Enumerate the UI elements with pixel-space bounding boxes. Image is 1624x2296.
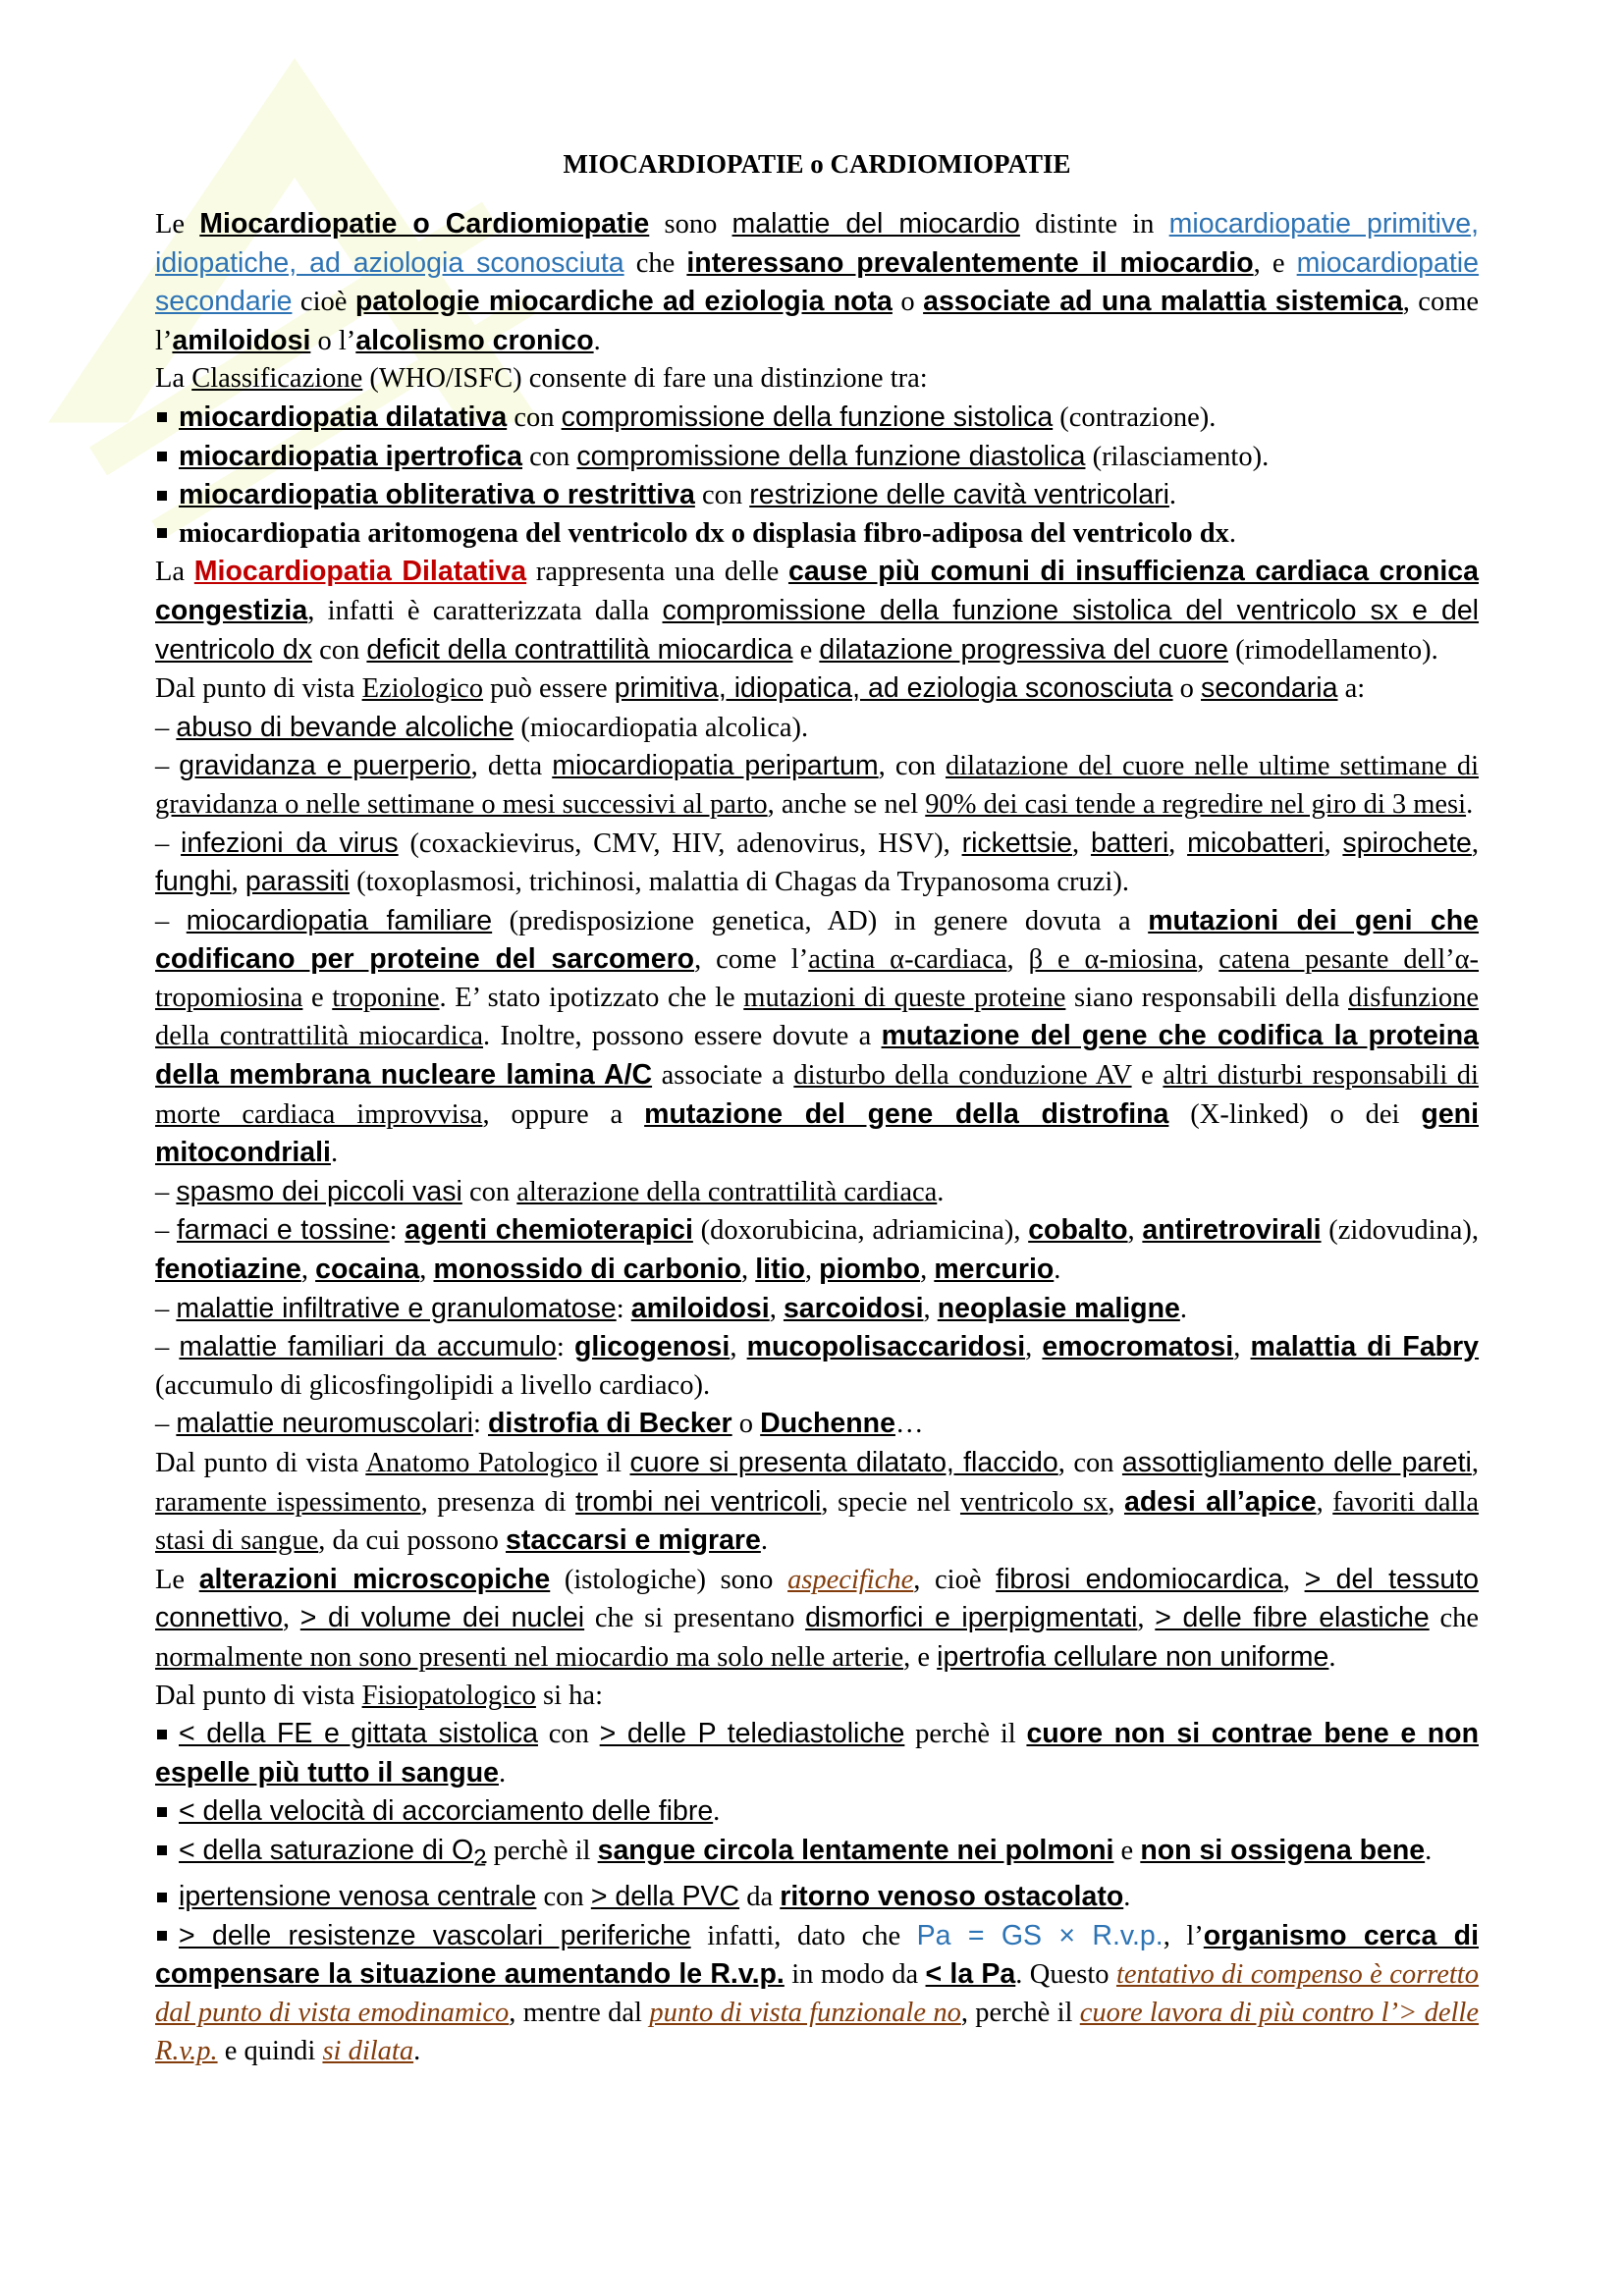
list-item: – infezioni da virus (coxackievirus, CMV, HIV, adenovirus, HSV), rickettsie, batteri, micobatteri, spirochete, funghi, parassiti (toxoplasmosi, trichinosi, malattia di Chagas da Trypanosoma cruzi). — [155, 827, 1480, 898]
bullet-icon — [157, 412, 167, 422]
document-body — [155, 205, 1479, 2070]
document-page — [155, 149, 1479, 2070]
classification-intro: La Classificazione (WHO/ISFC) consente di fare una distinzione tra: — [155, 363, 928, 395]
list-item: < della FE e gittata sistolica con > delle P telediastoliche perchè il cuore non si contrae bene e non espelle più tutto il sangue. — [155, 1718, 1479, 1789]
list-item: > delle resistenze vascolari periferiche infatti, dato che Pa = GS × R.v.p., l’organismo cerca di compensare la situazione aumentando le R.v.p. in modo da < la Pa. Questo tentativo di compenso è corretto dal punto di vista emodinamico, mentre dal punto di vista funzionale no, perchè il cuore lavora di più contro l’> delle R.v.p. e quindi si dilata. — [155, 1919, 1479, 2066]
list-item: – miocardiopatia familiare (predisposizione genetica, AD) in genere dovuta a mutazioni dei geni che codificano per proteine del sarcomero, come l’actina α-cardiaca, β e α-miosina, catena pesante dell’α-tropomiosina e troponine. E’ stato ipotizzato che le mutazioni di queste proteine siano responsabili della disfunzione della contrattilità miocardica. Inoltre, possono essere dovute a mutazione del gene che codifica la proteina della membrana nucleare lamina A/C associate a disturbo della conduzione AV e altri disturbi responsabili di morte cardiaca improvvisa, oppure a mutazione del gene della distrofina (X-linked) o dei geni mitocondriali. — [155, 904, 1480, 1169]
list-item: – malattie familiari da accumulo: glicogenosi, mucopolisaccaridosi, emocromatosi, malattia di Fabry (accumulo di glicosfingolipidi a livello cardiaco). — [155, 1331, 1480, 1401]
bullet-icon — [157, 491, 167, 501]
list-item: ipertensione venosa centrale con > della PVC da ritorno venoso ostacolato. — [155, 1878, 1479, 1917]
list-item: miocardiopatia obliterativa o restrittiva con restrizione delle cavità ventricolari. — [155, 476, 1479, 515]
microscopy-paragraph: Le alterazioni microscopiche (istologiche) sono aspecifiche, cioè fibrosi endomiocardica, > del tessuto connettivo, > di volume dei nuclei che si presentano dismorfici e iperpigmentati, > delle fibre elastiche che normalmente non sono presenti nel miocardio ma solo nelle arterie, e ipertrofia cellulare non uniforme. — [155, 1563, 1479, 1673]
page-title: MIOCARDIOPATIE o CARDIOMIOPATIE — [563, 149, 1071, 179]
bullet-icon — [157, 1845, 167, 1855]
physiopathology-intro: Dal punto di vista Fisiopatologico si ha: — [155, 1680, 603, 1711]
list-item: miocardiopatia ipertrofica con compromissione della funzione diastolica (rilasciamento). — [155, 438, 1479, 477]
intro-paragraph: Le Miocardiopatie o Cardiomiopatie sono malattie del miocardio distinte in miocardiopatie primitive, idiopatiche, ad aziologia sconosciuta che interessano prevalentemente il miocardio, e miocardiopatie secondarie cioè patologie miocardiche ad eziologia nota o associate ad una malattia sistemica, come l’amiloidosi o l’alcolismo cronico. — [155, 208, 1480, 356]
pathology-paragraph: Dal punto di vista Anatomo Patologico il cuore si presenta dilatato, flaccido, con assottigliamento delle pareti, raramente ispessimento, presenza di trombi nei ventricoli, specie nel ventricolo sx, adesi all’apice, favoriti dalla stasi di sangue, da cui possono staccarsi e migrare. — [155, 1447, 1480, 1557]
bullet-icon — [157, 1931, 167, 1941]
list-item: – abuso di bevande alcoliche (miocardiopatia alcolica). — [155, 711, 809, 743]
list-item: – spasmo dei piccoli vasi con alterazione della contrattilità cardiaca. — [155, 1175, 945, 1207]
list-item: miocardiopatia aritomogena del ventricolo dx o displasia fibro-adiposa del ventricolo dx. — [155, 515, 1479, 554]
etiology-paragraph: Dal punto di vista Eziologico può essere primitiva, idiopatica, ad eziologia sconosciuta o secondaria a: — [155, 672, 1366, 705]
dilatative-paragraph: La Miocardiopatia Dilatativa rappresenta una delle cause più comuni di insufficienza cardiaca cronica congestizia, infatti è caratterizzata dalla compromissione della funzione sistolica del ventricolo sx e del ventricolo dx con deficit della contrattilità miocardica e dilatazione progressiva del cuore (rimodellamento). — [155, 556, 1480, 666]
list-item: < della velocità di accorciamento delle fibre. — [155, 1792, 1479, 1832]
bullet-icon — [157, 1730, 167, 1739]
list-item: < della saturazione di $O_2$ perchè il sangue circola lentamente nei polmoni e non si ossigena bene. — [155, 1832, 1479, 1878]
bullet-icon — [157, 528, 167, 538]
bullet-icon — [157, 1893, 167, 1902]
list-item: – gravidanza e puerperio, detta miocardiopatia peripartum, con dilatazione del cuore nelle ultime settimane di gravidanza o nelle settimane o mesi successivi al parto, anche se nel 90% dei casi tende a regredire nel giro di 3 mesi. — [155, 750, 1479, 820]
list-item: – farmaci e tossine: agenti chemioterapici (doxorubicina, adriamicina), cobalto, antiretrovirali (zidovudina), fenotiazine, cocaina, monossido di carbonio, litio, piombo, mercurio. — [155, 1214, 1480, 1286]
list-item: – malattie infiltrative e granulomatose: amiloidosi, sarcoidosi, neoplasie maligne. — [155, 1292, 1187, 1324]
list-item: miocardiopatia dilatativa con compromissione della funzione sistolica (contrazione). — [155, 399, 1479, 438]
list-item: – malattie neuromuscolari: distrofia di Becker o Duchenne… — [155, 1408, 924, 1440]
bullet-icon — [157, 452, 167, 461]
bullet-icon — [157, 1807, 167, 1817]
